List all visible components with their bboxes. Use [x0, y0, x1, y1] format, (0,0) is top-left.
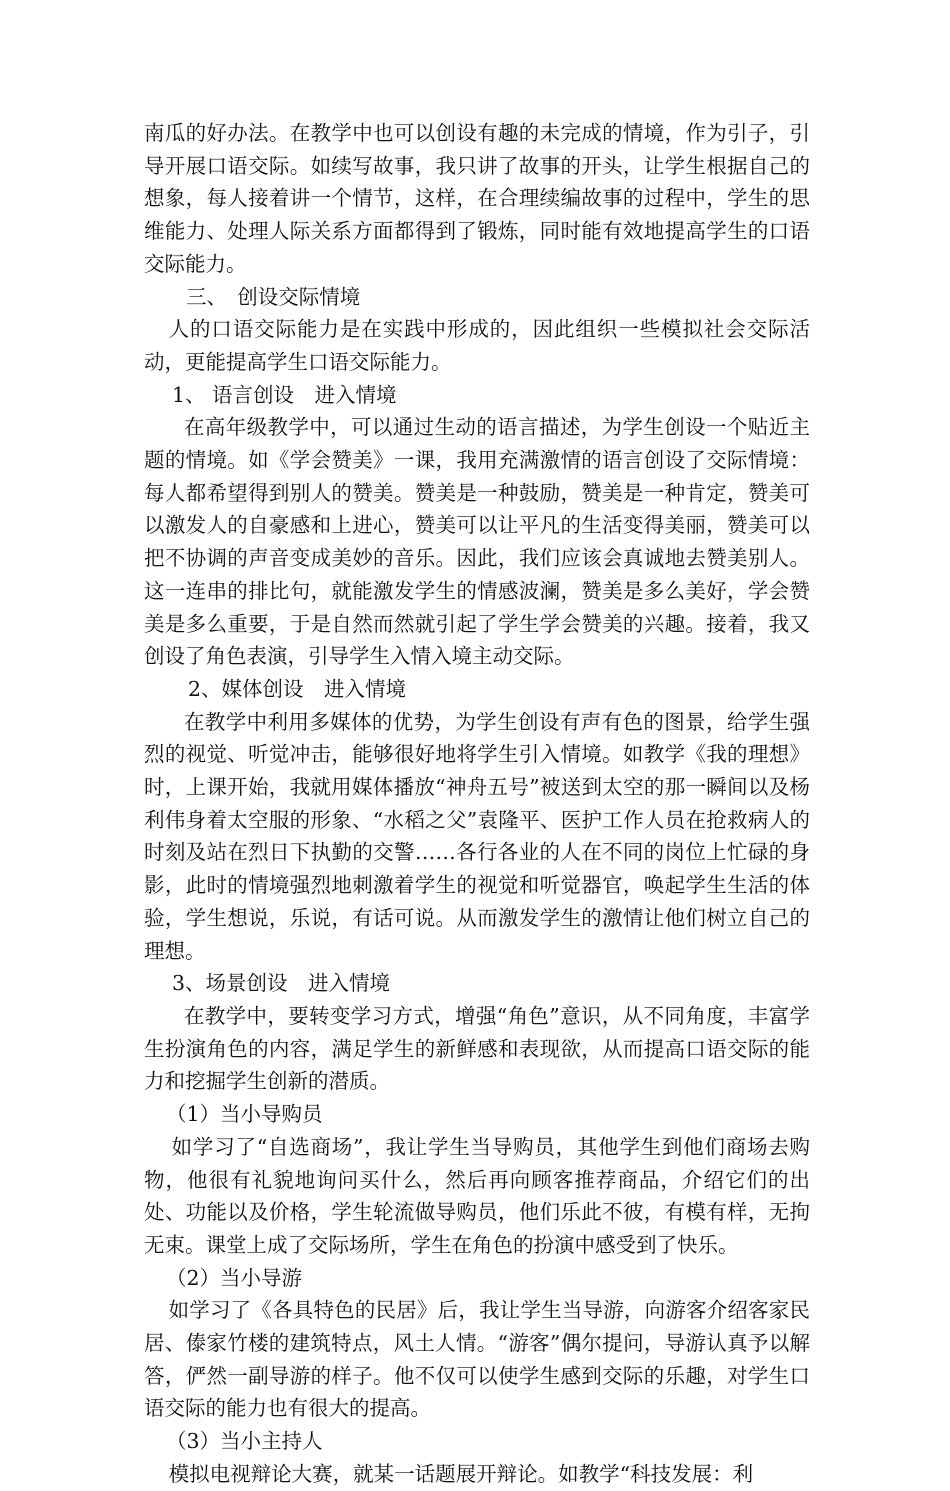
paragraph-continuation: 南瓜的好办法。在教学中也可以创设有趣的未完成的情境，作为引子，引导开展口语交际。如续写故事，我只讲了故事的开头，让学生根据自己的想象，每人接着讲一个情节，这样，在合理续编故事的过程中，学生的思维能力、处理人际关系方面都得到了锻炼，同时能有效地提高学生的口语交际能力。 — [144, 121, 810, 276]
section-intro-paragraph: 人的口语交际能力是在实践中形成的，因此组织一些模拟社会交际活动，更能提高学生口语交际能力。 — [144, 317, 810, 374]
paragraph-scene: 在教学中，要转变学习方式，增强“角色”意识，从不同角度，丰富学生扮演角色的内容，满足学生的新鲜感和表现欲，从而提高口语交际的能力和挖掘学生创新的潜质。 — [144, 1003, 810, 1094]
section-heading-3: 三、 创设交际情境 — [186, 284, 361, 309]
document-body — [144, 117, 810, 1491]
paragraph-media: 在教学中利用多媒体的优势，为学生创设有声有色的图景，给学生强烈的视觉、听觉冲击，能够很好地将学生引入情境。如教学《我的理想》时，上课开始，我就用媒体播放“神舟五号”被送到太空的那一瞬间以及杨利伟身着太空服的形象、“水稻之父”袁隆平、医护工作人员在抢救病人的时刻及站在烈日下执勤的交警……各行各业的人在不同的岗位上忙碌的身影，此时的情境强烈地刺激着学生的视觉和听觉器官，唤起学生生活的体验，学生想说，乐说，有话可说。从而激发学生的激情让他们树立自己的理想。 — [144, 709, 810, 963]
subheading-media: 2、媒体创设 进入情境 — [188, 676, 407, 701]
subheading-scene: 3、场景创设 进入情境 — [172, 971, 391, 996]
item-heading-tour-guide: （2）当小导游 — [166, 1265, 303, 1290]
paragraph-tour-guide: 如学习了《各具特色的民居》后，我让学生当导游，向游客介绍客家民居、傣家竹楼的建筑特点，风土人情。“游客”偶尔提问，导游认真予以解答，俨然一副导游的样子。他不仅可以使学生感到交际的乐趣，对学生口语交际的能力也有很大的提高。 — [144, 1298, 810, 1421]
paragraph-host: 模拟电视辩论大赛，就某一话题展开辩论。如教学“科技发展：利 — [168, 1461, 754, 1486]
item-heading-host: （3）当小主持人 — [166, 1429, 323, 1454]
paragraph-language: 在高年级教学中，可以通过生动的语言描述，为学生创设一个贴近主题的情境。如《学会赞美》一课，我用充满激情的语言创设了交际情境：每人都希望得到别人的赞美。赞美是一种鼓励，赞美是一种肯定，赞美可以激发人的自豪感和上进心，赞美可以让平凡的生活变得美丽，赞美可以把不协调的声音变成美妙的音乐。因此，我们应该会真诚地去赞美别人。这一连串的排比句，就能激发学生的情感波澜，赞美是多么美好，学会赞美是多么重要，于是自然而然就引起了学生学会赞美的兴趣。接着，我又创设了角色表演，引导学生入情入境主动交际。 — [144, 415, 810, 669]
subheading-language: 1、 语言创设 进入情境 — [172, 382, 397, 407]
paragraph-shopping-guide: 如学习了“自选商场”，我让学生当导购员，其他学生到他们商场去购物，他很有礼貌地询问买什么，然后再向顾客推荐商品，介绍它们的出处、功能以及价格，学生轮流做导购员，他们乐此不彼，有模有样，无拘无束。课堂上成了交际场所，学生在角色的扮演中感受到了快乐。 — [144, 1134, 810, 1257]
item-heading-shopping-guide: （1）当小导购员 — [166, 1102, 323, 1127]
